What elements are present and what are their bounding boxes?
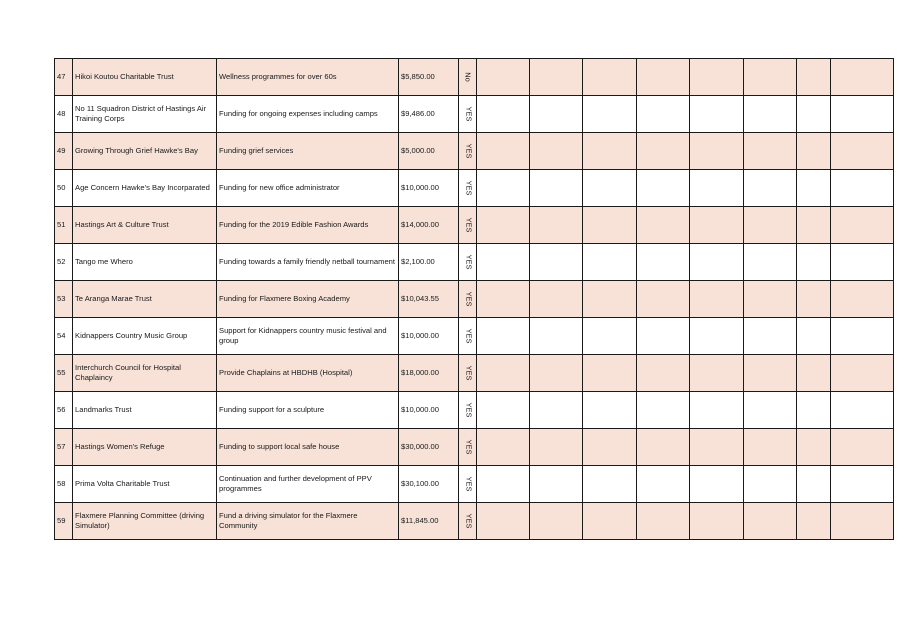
empty-score-cell	[797, 429, 831, 466]
purpose-cell: Support for Kidnappers country music festival and group	[217, 318, 399, 355]
empty-score-cell	[690, 59, 744, 96]
empty-score-cell	[637, 466, 690, 503]
decision-text: YES	[464, 402, 474, 418]
organisation-cell: Prima Volta Charitable Trust	[73, 466, 217, 503]
empty-score-cell	[744, 318, 797, 355]
empty-score-cell	[831, 207, 894, 244]
empty-score-cell	[477, 170, 530, 207]
empty-score-cell	[744, 281, 797, 318]
decision-cell	[459, 429, 477, 466]
decision-text: YES	[464, 217, 474, 233]
purpose-cell: Funding support for a sculpture	[217, 392, 399, 429]
empty-score-cell	[690, 503, 744, 540]
empty-score-cell	[831, 429, 894, 466]
table-row	[55, 207, 894, 244]
row-number: 49	[55, 133, 73, 170]
organisation-cell: Landmarks Trust	[73, 392, 217, 429]
empty-score-cell	[583, 429, 637, 466]
decision-cell	[459, 318, 477, 355]
empty-score-cell	[637, 96, 690, 133]
row-number: 58	[55, 466, 73, 503]
amount-cell: $5,850.00	[399, 59, 459, 96]
decision-cell	[459, 355, 477, 392]
empty-score-cell	[477, 429, 530, 466]
empty-score-cell	[530, 207, 583, 244]
empty-score-cell	[637, 392, 690, 429]
empty-score-cell	[744, 392, 797, 429]
decision-text: YES	[464, 106, 474, 122]
decision-cell	[459, 281, 477, 318]
empty-score-cell	[690, 96, 744, 133]
empty-score-cell	[583, 318, 637, 355]
empty-score-cell	[583, 170, 637, 207]
amount-cell: $9,486.00	[399, 96, 459, 133]
amount-cell: $30,100.00	[399, 466, 459, 503]
organisation-cell: Kidnappers Country Music Group	[73, 318, 217, 355]
row-number: 57	[55, 429, 73, 466]
decision-cell	[459, 133, 477, 170]
decision-cell	[459, 392, 477, 429]
row-number: 47	[55, 59, 73, 96]
empty-score-cell	[583, 96, 637, 133]
empty-score-cell	[583, 133, 637, 170]
empty-score-cell	[690, 170, 744, 207]
empty-score-cell	[477, 503, 530, 540]
organisation-cell: Growing Through Grief Hawke's Bay	[73, 133, 217, 170]
empty-score-cell	[583, 207, 637, 244]
empty-score-cell	[690, 281, 744, 318]
purpose-cell: Funding for ongoing expenses including camps	[217, 96, 399, 133]
amount-cell: $30,000.00	[399, 429, 459, 466]
empty-score-cell	[690, 355, 744, 392]
empty-score-cell	[831, 59, 894, 96]
empty-score-cell	[477, 207, 530, 244]
row-number: 59	[55, 503, 73, 540]
table-row	[55, 503, 894, 540]
purpose-cell: Funding for new office administrator	[217, 170, 399, 207]
empty-score-cell	[831, 133, 894, 170]
empty-score-cell	[477, 244, 530, 281]
table-body	[55, 59, 894, 540]
organisation-cell: Hikoi Koutou Charitable Trust	[73, 59, 217, 96]
empty-score-cell	[530, 96, 583, 133]
amount-cell: $18,000.00	[399, 355, 459, 392]
empty-score-cell	[797, 244, 831, 281]
empty-score-cell	[477, 96, 530, 133]
empty-score-cell	[637, 318, 690, 355]
organisation-cell: Flaxmere Planning Committee (driving Simulator)	[73, 503, 217, 540]
empty-score-cell	[690, 318, 744, 355]
amount-cell: $2,100.00	[399, 244, 459, 281]
purpose-cell: Provide Chaplains at HBDHB (Hospital)	[217, 355, 399, 392]
decision-text: YES	[464, 328, 474, 344]
empty-score-cell	[744, 244, 797, 281]
purpose-cell: Funding for the 2019 Edible Fashion Awards	[217, 207, 399, 244]
empty-score-cell	[530, 281, 583, 318]
decision-cell	[459, 207, 477, 244]
decision-cell	[459, 170, 477, 207]
purpose-cell: Funding towards a family friendly netball tournament	[217, 244, 399, 281]
amount-cell: $10,000.00	[399, 318, 459, 355]
empty-score-cell	[690, 429, 744, 466]
empty-score-cell	[530, 466, 583, 503]
empty-score-cell	[637, 244, 690, 281]
decision-cell	[459, 59, 477, 96]
table-row	[55, 355, 894, 392]
empty-score-cell	[797, 96, 831, 133]
empty-score-cell	[583, 281, 637, 318]
empty-score-cell	[583, 244, 637, 281]
empty-score-cell	[744, 503, 797, 540]
decision-cell	[459, 96, 477, 133]
organisation-cell: No 11 Squadron District of Hastings Air Training Corps	[73, 96, 217, 133]
grant-applications-table	[54, 58, 894, 540]
empty-score-cell	[744, 59, 797, 96]
empty-score-cell	[831, 244, 894, 281]
decision-text: YES	[464, 513, 474, 529]
decision-text: No	[463, 72, 473, 82]
empty-score-cell	[797, 207, 831, 244]
decision-text: YES	[464, 439, 474, 455]
empty-score-cell	[477, 281, 530, 318]
decision-cell	[459, 466, 477, 503]
empty-score-cell	[797, 466, 831, 503]
empty-score-cell	[744, 133, 797, 170]
organisation-cell: Interchurch Council for Hospital Chaplaincy	[73, 355, 217, 392]
empty-score-cell	[637, 59, 690, 96]
empty-score-cell	[797, 392, 831, 429]
decision-text: YES	[464, 291, 474, 307]
empty-score-cell	[831, 466, 894, 503]
empty-score-cell	[637, 207, 690, 244]
row-number: 50	[55, 170, 73, 207]
empty-score-cell	[477, 466, 530, 503]
empty-score-cell	[744, 355, 797, 392]
row-number: 55	[55, 355, 73, 392]
decision-text: YES	[464, 476, 474, 492]
organisation-cell: Te Aranga Marae Trust	[73, 281, 217, 318]
empty-score-cell	[530, 170, 583, 207]
empty-score-cell	[797, 59, 831, 96]
empty-score-cell	[583, 355, 637, 392]
row-number: 56	[55, 392, 73, 429]
decision-cell	[459, 503, 477, 540]
purpose-cell: Fund a driving simulator for the Flaxmere Community	[217, 503, 399, 540]
empty-score-cell	[797, 355, 831, 392]
empty-score-cell	[831, 503, 894, 540]
empty-score-cell	[637, 503, 690, 540]
empty-score-cell	[744, 96, 797, 133]
purpose-cell: Continuation and further development of PPV programmes	[217, 466, 399, 503]
empty-score-cell	[583, 503, 637, 540]
row-number: 54	[55, 318, 73, 355]
empty-score-cell	[797, 133, 831, 170]
table-row	[55, 133, 894, 170]
empty-score-cell	[831, 170, 894, 207]
decision-text: YES	[464, 143, 474, 159]
empty-score-cell	[530, 318, 583, 355]
table-row	[55, 318, 894, 355]
empty-score-cell	[477, 133, 530, 170]
row-number: 48	[55, 96, 73, 133]
empty-score-cell	[530, 392, 583, 429]
empty-score-cell	[583, 466, 637, 503]
empty-score-cell	[637, 429, 690, 466]
table-row	[55, 466, 894, 503]
row-number: 51	[55, 207, 73, 244]
organisation-cell: Hastings Women's Refuge	[73, 429, 217, 466]
empty-score-cell	[530, 59, 583, 96]
purpose-cell: Funding grief services	[217, 133, 399, 170]
empty-score-cell	[744, 429, 797, 466]
decision-text: YES	[464, 365, 474, 381]
empty-score-cell	[477, 59, 530, 96]
table-row	[55, 392, 894, 429]
empty-score-cell	[744, 170, 797, 207]
purpose-cell: Funding for Flaxmere Boxing Academy	[217, 281, 399, 318]
empty-score-cell	[690, 133, 744, 170]
table-row	[55, 244, 894, 281]
empty-score-cell	[690, 392, 744, 429]
table-row	[55, 59, 894, 96]
empty-score-cell	[637, 133, 690, 170]
empty-score-cell	[744, 466, 797, 503]
table-row	[55, 170, 894, 207]
empty-score-cell	[530, 355, 583, 392]
empty-score-cell	[583, 59, 637, 96]
empty-score-cell	[831, 355, 894, 392]
amount-cell: $10,000.00	[399, 170, 459, 207]
empty-score-cell	[637, 170, 690, 207]
row-number: 53	[55, 281, 73, 318]
purpose-cell: Wellness programmes for over 60s	[217, 59, 399, 96]
empty-score-cell	[690, 466, 744, 503]
empty-score-cell	[690, 244, 744, 281]
table-row	[55, 429, 894, 466]
table-row	[55, 96, 894, 133]
decision-text: YES	[464, 254, 474, 270]
empty-score-cell	[797, 281, 831, 318]
empty-score-cell	[637, 355, 690, 392]
empty-score-cell	[583, 392, 637, 429]
empty-score-cell	[530, 429, 583, 466]
empty-score-cell	[637, 281, 690, 318]
empty-score-cell	[530, 503, 583, 540]
amount-cell: $5,000.00	[399, 133, 459, 170]
amount-cell: $14,000.00	[399, 207, 459, 244]
table-row	[55, 281, 894, 318]
amount-cell: $10,043.55	[399, 281, 459, 318]
empty-score-cell	[477, 355, 530, 392]
empty-score-cell	[690, 207, 744, 244]
purpose-cell: Funding to support local safe house	[217, 429, 399, 466]
organisation-cell: Tango me Whero	[73, 244, 217, 281]
empty-score-cell	[744, 207, 797, 244]
empty-score-cell	[797, 503, 831, 540]
organisation-cell: Hastings Art & Culture Trust	[73, 207, 217, 244]
row-number: 52	[55, 244, 73, 281]
empty-score-cell	[831, 96, 894, 133]
amount-cell: $10,000.00	[399, 392, 459, 429]
empty-score-cell	[477, 392, 530, 429]
decision-text: YES	[464, 180, 474, 196]
empty-score-cell	[831, 281, 894, 318]
empty-score-cell	[530, 244, 583, 281]
empty-score-cell	[477, 318, 530, 355]
amount-cell: $11,845.00	[399, 503, 459, 540]
empty-score-cell	[797, 170, 831, 207]
empty-score-cell	[831, 392, 894, 429]
empty-score-cell	[530, 133, 583, 170]
organisation-cell: Age Concern Hawke's Bay Incorparated	[73, 170, 217, 207]
empty-score-cell	[831, 318, 894, 355]
empty-score-cell	[797, 318, 831, 355]
decision-cell	[459, 244, 477, 281]
